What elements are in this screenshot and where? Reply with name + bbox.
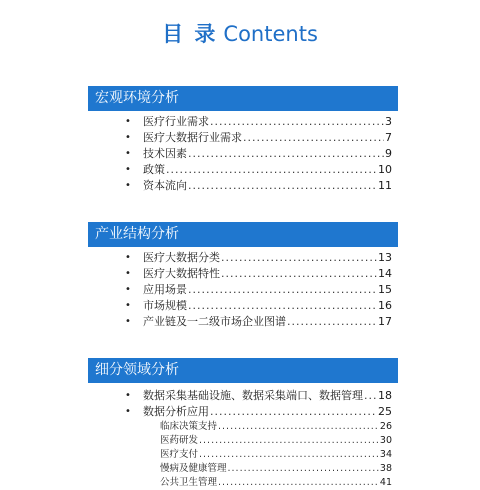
toc-item-label: 医疗行业需求 (143, 115, 209, 128)
bullet-icon: • (125, 316, 131, 327)
toc-list-structure (88, 250, 398, 330)
bullet-icon: • (125, 390, 131, 401)
dot-leader (199, 434, 379, 448)
toc-item-page: 3 (385, 115, 392, 128)
toc-item-page: 9 (385, 147, 392, 160)
toc-item[interactable] (88, 388, 398, 404)
toc-item[interactable] (88, 114, 398, 130)
toc-subitem-page: 26 (379, 421, 392, 432)
toc-title-en: Contents (223, 22, 318, 46)
dot-leader (188, 282, 377, 298)
dot-leader (188, 178, 377, 194)
toc-item-page: 14 (378, 267, 392, 280)
toc-subitem-label: 医疗支付 (160, 449, 199, 460)
toc-title (0, 18, 480, 48)
bullet-icon: • (125, 148, 131, 159)
toc-item[interactable] (88, 298, 398, 314)
bullet-icon: • (125, 284, 131, 295)
toc-item[interactable] (88, 130, 398, 146)
toc-subitem[interactable] (88, 476, 398, 490)
toc-subitem-page: 30 (379, 435, 392, 446)
toc-item-label: 产业链及一二级市场企业图谱 (143, 315, 286, 328)
toc-list-macro (88, 114, 398, 194)
toc-item-page: 17 (378, 315, 392, 328)
toc-subitem[interactable] (88, 462, 398, 476)
toc-item-label: 数据分析应用 (143, 405, 209, 418)
bullet-icon: • (125, 116, 131, 127)
toc-subitem[interactable] (88, 448, 398, 462)
toc-item-page: 7 (385, 131, 392, 144)
toc-item-page: 25 (378, 405, 392, 418)
bullet-icon: • (125, 252, 131, 263)
bullet-icon: • (125, 132, 131, 143)
bullet-icon: • (125, 164, 131, 175)
toc-item-label: 技术因素 (143, 147, 187, 160)
toc-item-label: 医疗大数据行业需求 (143, 131, 242, 144)
toc-subitem-label: 慢病及健康管理 (160, 463, 227, 474)
toc-item-page: 15 (378, 283, 392, 296)
bullet-icon: • (125, 180, 131, 191)
dot-leader (188, 298, 377, 314)
toc-list-segments (88, 388, 398, 490)
toc-subitem-label: 医药研发 (160, 435, 199, 446)
toc-title-cn: 目 录 (162, 22, 218, 46)
toc-item[interactable] (88, 250, 398, 266)
bullet-icon: • (125, 268, 131, 279)
bullet-icon: • (125, 300, 131, 311)
toc-subitem-page: 41 (379, 477, 392, 488)
toc-item[interactable] (88, 314, 398, 330)
toc-subitem-page: 34 (379, 449, 392, 460)
toc-item[interactable] (88, 282, 398, 298)
dot-leader (210, 404, 377, 420)
dot-leader (210, 114, 384, 130)
toc-item[interactable] (88, 404, 398, 420)
section-header-segments: 细分领域分析 (88, 358, 398, 383)
dot-leader (218, 476, 379, 490)
toc-item-label: 市场规模 (143, 299, 187, 312)
section-header-structure: 产业结构分析 (88, 222, 398, 247)
dot-leader (166, 162, 377, 178)
toc-item-label: 医疗大数据分类 (143, 251, 220, 264)
toc-item[interactable] (88, 178, 398, 194)
dot-leader (228, 462, 379, 476)
toc-subitem[interactable] (88, 420, 398, 434)
toc-item-label: 资本流向 (143, 179, 187, 192)
bullet-icon: • (125, 406, 131, 417)
toc-subitem-label: 公共卫生管理 (160, 477, 218, 488)
toc-subitem-page: 38 (379, 463, 392, 474)
dot-leader (364, 388, 377, 404)
toc-item-label: 医疗大数据特性 (143, 267, 220, 280)
toc-item-page: 18 (378, 389, 392, 402)
toc-item[interactable] (88, 146, 398, 162)
toc-item-page: 10 (378, 163, 392, 176)
toc-item[interactable] (88, 162, 398, 178)
dot-leader (287, 314, 377, 330)
toc-item-label: 数据采集基础设施、数据采集端口、数据管理 (143, 389, 363, 402)
toc-item[interactable] (88, 266, 398, 282)
dot-leader (221, 250, 377, 266)
dot-leader (243, 130, 384, 146)
toc-item-page: 13 (378, 251, 392, 264)
toc-item-label: 政策 (143, 163, 165, 176)
toc-subitem[interactable] (88, 434, 398, 448)
section-header-macro: 宏观环境分析 (88, 86, 398, 111)
dot-leader (188, 146, 384, 162)
toc-item-page: 16 (378, 299, 392, 312)
dot-leader (218, 420, 379, 434)
dot-leader (199, 448, 379, 462)
dot-leader (221, 266, 377, 282)
toc-item-page: 11 (378, 179, 392, 192)
toc-item-label: 应用场景 (143, 283, 187, 296)
toc-subitem-label: 临床决策支持 (160, 421, 218, 432)
